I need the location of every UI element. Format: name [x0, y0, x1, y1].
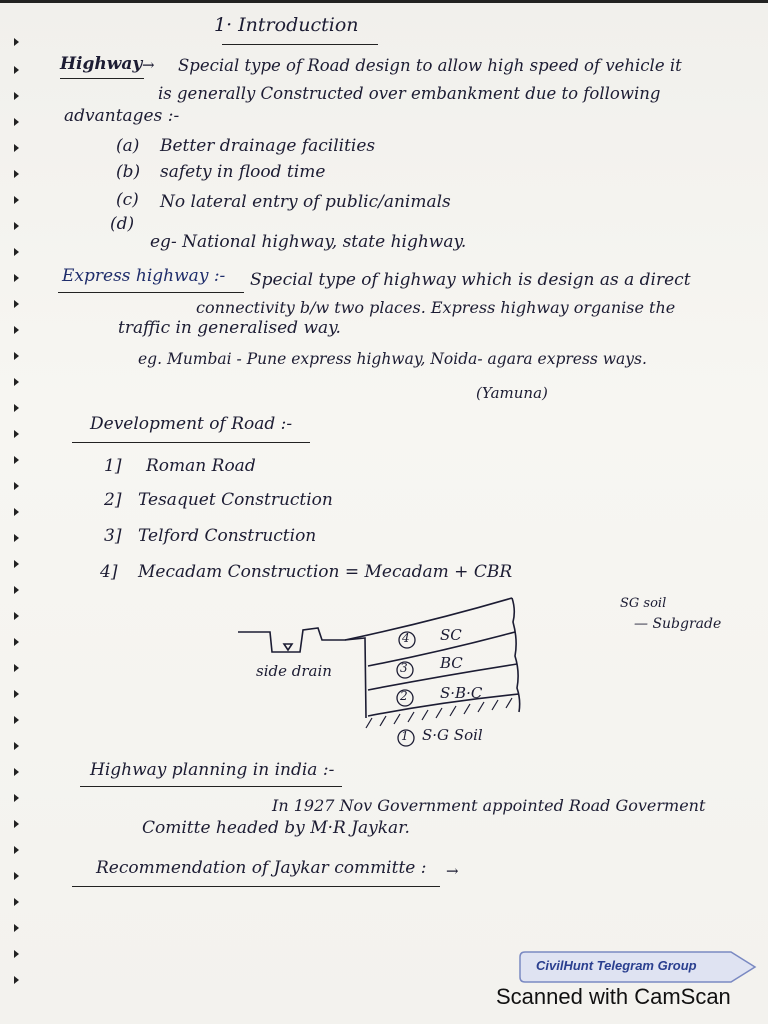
layer-number: 3 — [400, 661, 408, 675]
list-item: Telford Construction — [138, 526, 317, 546]
list-number: 4] — [100, 562, 118, 582]
list-marker: (b) — [116, 162, 141, 182]
note-line-2: — Subgrade — [634, 616, 722, 632]
layer-label: SC — [440, 626, 462, 644]
list-marker: (a) — [116, 136, 140, 156]
list-item: No lateral entry of public/animals — [160, 192, 451, 212]
highway-term: Highway — [60, 54, 143, 74]
layer-label: S·G Soil — [422, 726, 483, 744]
arrow-icon: → — [446, 862, 459, 880]
layer-number: 2 — [400, 689, 408, 703]
list-number: 3] — [104, 526, 122, 546]
planning-line-2: Comitte headed by M·R Jaykar. — [142, 818, 410, 838]
list-item: safety in flood time — [160, 162, 326, 182]
list-marker: (c) — [116, 190, 139, 210]
side-drain-label: side drain — [256, 662, 332, 680]
highway-line-2: is generally Constructed over embankment due to following — [158, 84, 661, 103]
list-item: Better drainage facilities — [160, 136, 376, 156]
layer-label: BC — [440, 654, 463, 672]
express-highway-term: Express highway :- — [62, 266, 226, 286]
layer-number: 1 — [401, 729, 409, 743]
highway-example: eg- National highway, state highway. — [150, 232, 467, 252]
planning-heading: Highway planning in india :- — [90, 760, 335, 780]
express-line-3: traffic in generalised way. — [118, 318, 341, 338]
layer-label: S·B·C — [440, 684, 483, 702]
list-number: 1] — [104, 456, 122, 476]
layer-number: 4 — [402, 631, 410, 645]
telegram-badge-label: CivilHunt Telegram Group — [536, 958, 697, 973]
express-line-1: Special type of highway which is design as a direct — [250, 270, 691, 290]
development-heading: Development of Road :- — [90, 414, 293, 434]
list-item: Tesaquet Construction — [138, 490, 333, 510]
planning-underline — [80, 786, 342, 787]
page-title: 1· Introduction — [214, 14, 359, 36]
express-line-2: connectivity b/w two places. Express highway organise the — [196, 298, 676, 317]
list-number: 2] — [104, 490, 122, 510]
list-item: Roman Road — [146, 456, 256, 476]
list-item: Mecadam Construction = Mecadam + CBR — [138, 562, 513, 582]
note-line-1: SG soil — [620, 596, 667, 611]
list-marker: (d) — [110, 214, 135, 234]
recommendation-heading: Recommendation of Jaykar committe : — [96, 858, 427, 878]
camscanner-watermark: Scanned with CamScan — [496, 984, 731, 1009]
highway-line-1: Special type of Road design to allow high speed of vehicle it — [178, 56, 682, 75]
express-example: eg. Mumbai - Pune express highway, Noida- agara express ways. — [138, 350, 647, 368]
planning-line-1: In 1927 Nov Government appointed Road Goverment — [272, 796, 706, 815]
highway-line-3: advantages :- — [64, 106, 180, 126]
arrow-icon: → — [142, 56, 155, 74]
recommendation-underline — [72, 886, 440, 887]
express-example-note: (Yamuna) — [476, 384, 548, 402]
